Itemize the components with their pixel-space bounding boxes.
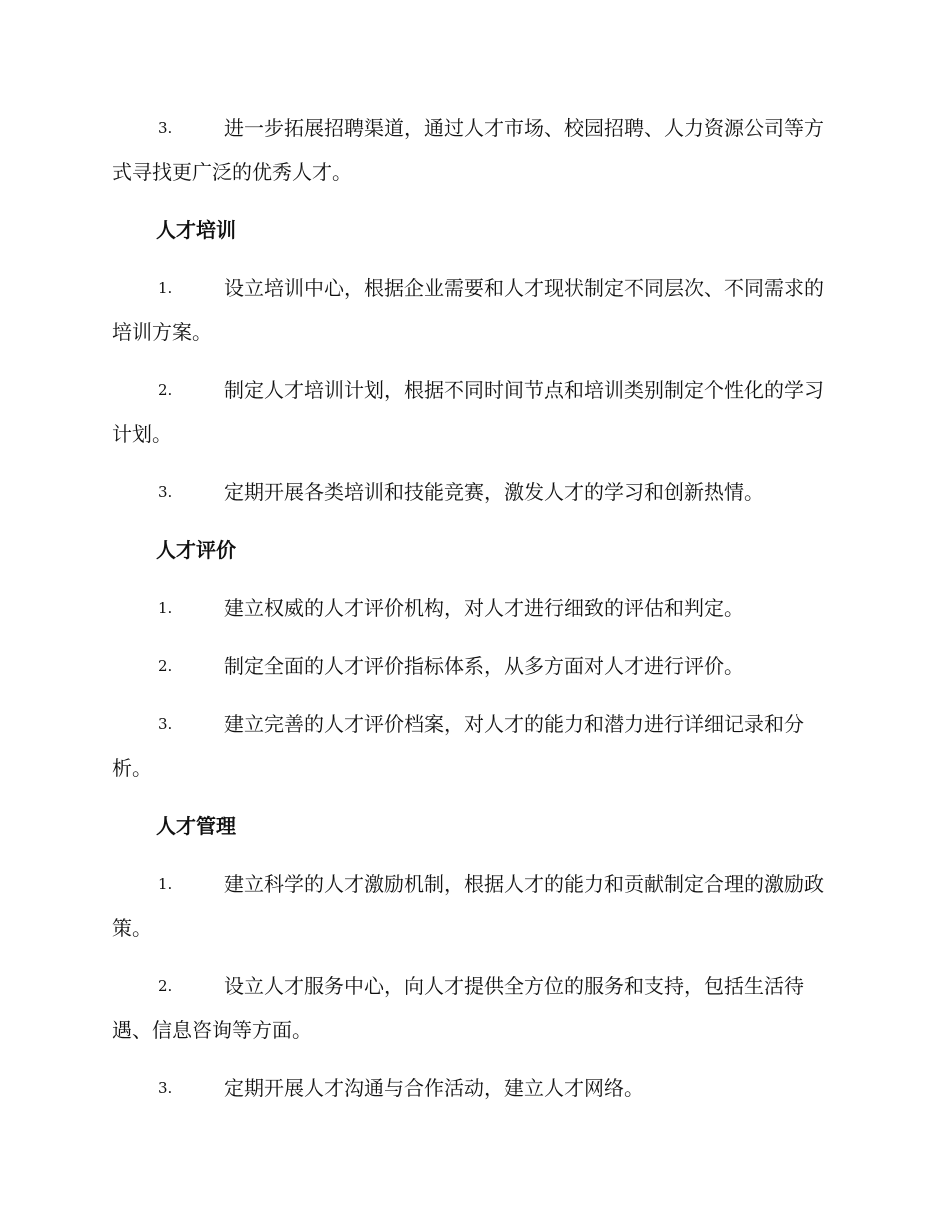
list-item xyxy=(112,586,832,630)
list-item xyxy=(112,106,832,194)
list-item xyxy=(112,368,832,456)
list-item-text: 定期开展各类培训和技能竞赛，激发人才的学习和创新热情。 xyxy=(224,480,764,504)
list-item xyxy=(112,470,832,514)
list-item xyxy=(112,964,832,1052)
list-item-number: 3. xyxy=(158,483,173,501)
section-heading-evaluation: 人才评价 xyxy=(156,538,236,562)
document-page xyxy=(112,0,832,1110)
list-item-number: 3. xyxy=(158,715,173,733)
list-item xyxy=(112,862,832,950)
list-item-text: 进一步拓展招聘渠道，通过人才市场、校园招聘、人力资源公司等方式寻找更广泛的优秀人才。 xyxy=(112,116,824,184)
list-item-text: 设立培训中心，根据企业需要和人才现状制定不同层次、不同需求的培训方案。 xyxy=(112,276,824,344)
list-item-number: 2. xyxy=(158,657,173,675)
section-heading-management: 人才管理 xyxy=(156,814,236,838)
list-item xyxy=(112,644,832,688)
list-item-number: 2. xyxy=(158,381,173,399)
list-item-text: 建立科学的人才激励机制，根据人才的能力和贡献制定合理的激励政策。 xyxy=(112,872,824,940)
list-item-number: 1. xyxy=(158,279,173,297)
list-item-number: 3. xyxy=(158,1079,173,1097)
list-item-text: 制定全面的人才评价指标体系，从多方面对人才进行评价。 xyxy=(224,654,744,678)
list-item-number: 2. xyxy=(158,977,173,995)
list-item-number: 3. xyxy=(158,119,173,137)
list-item xyxy=(112,1066,832,1110)
list-item-number: 1. xyxy=(158,599,173,617)
list-item-text: 制定人才培训计划，根据不同时间节点和培训类别制定个性化的学习计划。 xyxy=(112,378,824,446)
list-item xyxy=(112,702,832,790)
list-item-text: 建立完善的人才评价档案，对人才的能力和潜力进行详细记录和分析。 xyxy=(112,712,804,780)
list-item-text: 建立权威的人才评价机构，对人才进行细致的评估和判定。 xyxy=(224,596,744,620)
list-item-number: 1. xyxy=(158,875,173,893)
section-heading-training: 人才培训 xyxy=(156,218,236,242)
list-item-text: 设立人才服务中心，向人才提供全方位的服务和支持，包括生活待遇、信息咨询等方面。 xyxy=(112,974,804,1042)
list-item xyxy=(112,266,832,354)
list-item-text: 定期开展人才沟通与合作活动，建立人才网络。 xyxy=(224,1076,644,1100)
